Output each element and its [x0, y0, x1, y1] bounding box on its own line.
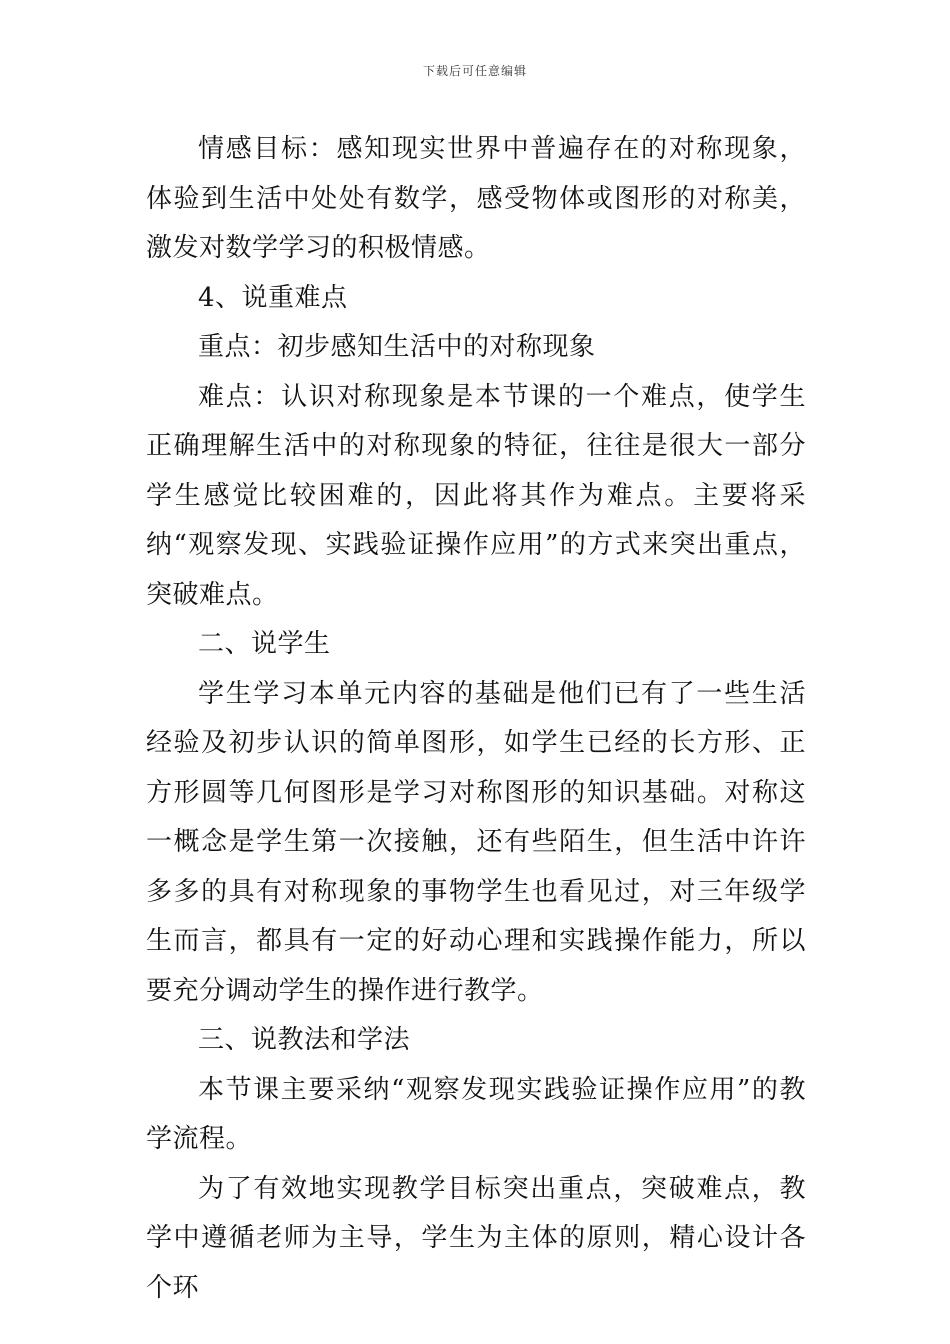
document-body	[146, 125, 806, 1313]
paragraph-teaching-principle: 为了有效地实现教学目标突出重点，突破难点，教学中遵循老师为主导，学生为主体的原则，精心设计各个环	[146, 1173, 806, 1303]
paragraph-students: 学生学习本单元内容的基础是他们已有了一些生活经验及初步认识的简单图形，如学生已经的长方形、正方形圆等几何图形是学习对称图形的知识基础。对称这一概念是学生第一次接触，还有些陌生，但生活中许许多多的具有对称现象的事物学生也看见过，对三年级学生而言，都具有一定的好动心理和实践操作能力，所以要充分调动学生的操作进行教学。	[146, 678, 806, 1006]
paragraph-difficult-point: 难点：认识对称现象是本节课的一个难点，使学生正确理解生活中的对称现象的特征，往往是很大一部分学生感觉比较困难的，因此将其作为难点。主要将采纳“观察发现、实践验证操作应用”的方式来突出重点，突破难点。	[146, 381, 806, 610]
page-header: 下载后可任意编辑	[422, 64, 527, 78]
heading-teaching-methods: 三、说教法和学法	[198, 1025, 411, 1055]
heading-students: 二、说学生	[198, 629, 331, 659]
paragraph-key-point: 重点：初步感知生活中的对称现象	[198, 332, 596, 362]
paragraph-emotional-goal: 情感目标：感知现实世界中普遍存在的对称现象，体验到生活中处处有数学，感受物体或图形的对称美，激发对数学学习的积极情感。	[146, 134, 806, 263]
paragraph-teaching-flow: 本节课主要采纳“观察发现实践验证操作应用”的教学流程。	[146, 1074, 806, 1154]
heading-key-difficult-points: 4、说重难点	[198, 282, 348, 313]
